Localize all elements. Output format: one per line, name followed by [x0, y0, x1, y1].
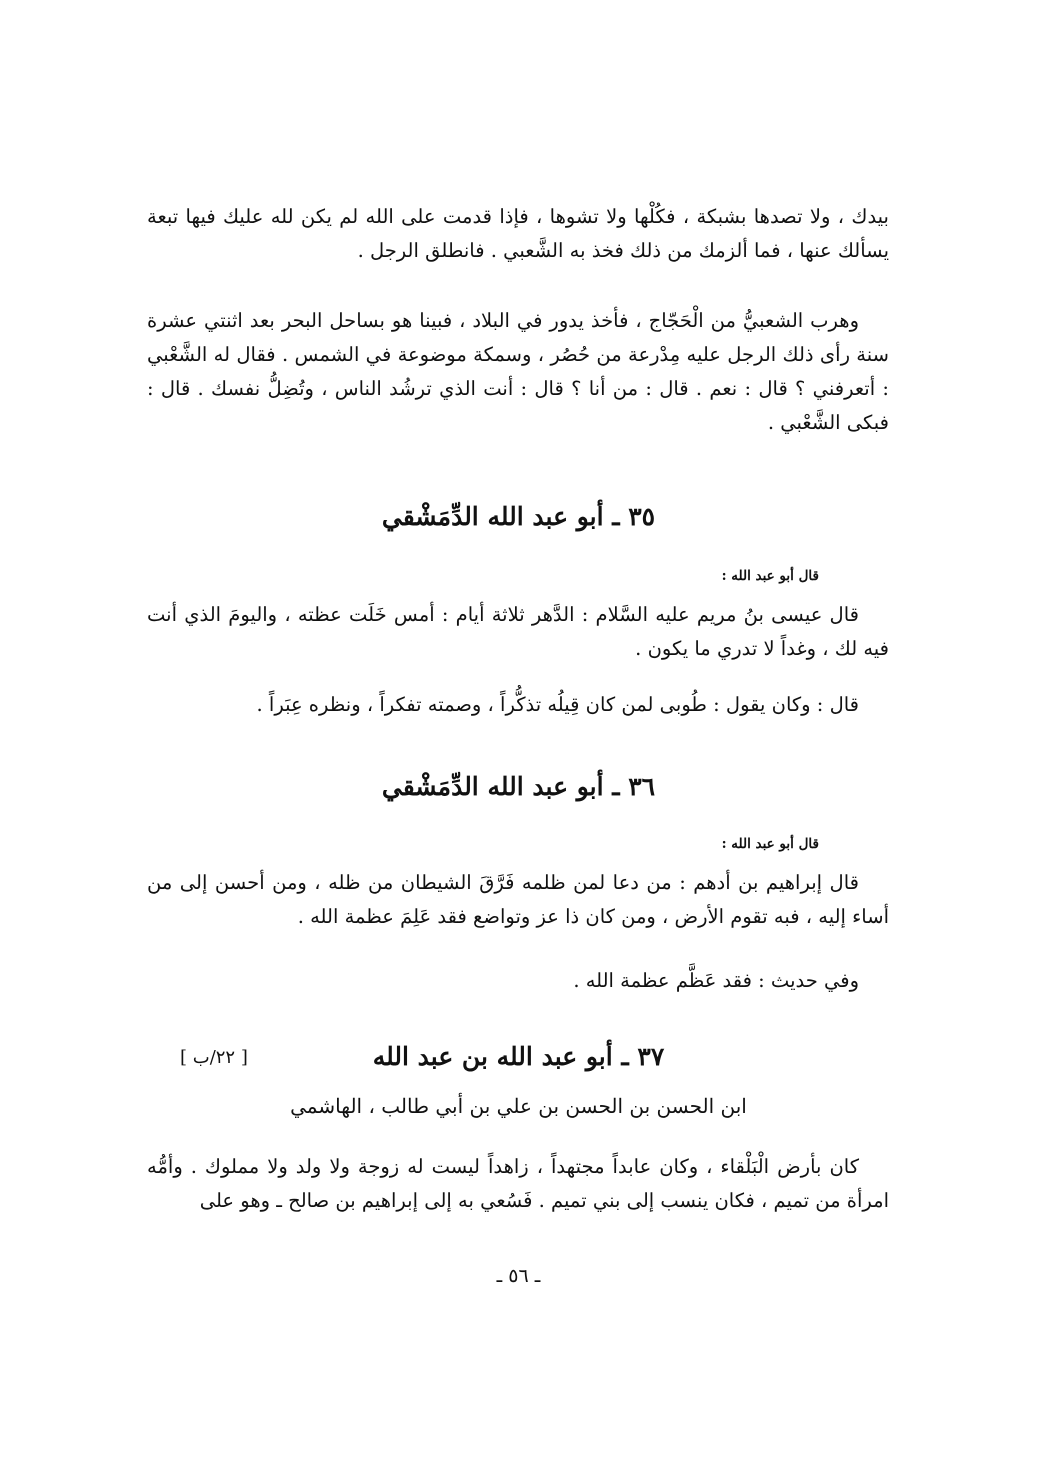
section-heading-35: ٣٥ ـ أبو عبد الله الدِّمَشْقي — [381, 502, 656, 531]
section-heading-37: ٣٧ ـ أبو عبد الله بن عبد الله — [372, 1042, 665, 1071]
paragraph-balqa: كان بأرض الْبَلْقاء ، وكان عابداً مجتهداً ، زاهداً ليست له زوجة ولا ولد ولا مملوك . وأمُّه امرأة من تميم ، فكان ينسب إلى بني تميم . فَسُعي به إلى إبراهيم بن صالح ـ وهو على — [147, 1155, 889, 1212]
attribution-35: قال أبو عبد الله : — [721, 568, 819, 584]
attribution-36: قال أبو عبد الله : — [721, 836, 819, 852]
paragraph-isa-saying: قال عيسى بنُ مريم عليه السَّلام : الدَّهر ثلاثة أيام : أمس خَلَت عظته ، واليومَ الذي أنت فيه لك ، وغداً لا تدري ما يكون . — [147, 603, 889, 660]
paragraph-tuba-saying: قال : وكان يقول : طُوبى لمن كان قِيلُه تذكُّراً ، وصمته تفكراً ، ونظره عِبَراً . — [256, 693, 859, 716]
manuscript-folio-reference: [ ٢٢/ب ] — [180, 1047, 248, 1068]
paragraph-shabi-story: وهرب الشعبيُّ من الْحَجّاج ، فأخذ يدور في البلاد ، فبينا هو بساحل البحر بعد اثنتي عشرة سنة رأى ذلك الرجل عليه مِدْرعة من حُصُر ، وسمكة موضوعة في الشمس . فقال له الشَّعْبي : أتعرفني ؟ قال : نعم . قال : من أنا ؟ قال : أنت الذي ترشُد الناس ، وتُضِلُّ نفسك . قال : فبكى الشَّعْبي . — [147, 309, 889, 434]
section-subtitle-37: ابن الحسن بن الحسن بن علي بن أبي طالب ، الهاشمي — [290, 1094, 747, 1118]
page-number: ـ ٥٦ ـ — [496, 1265, 541, 1287]
paragraph-ibrahim-adham: قال إبراهيم بن أدهم : من دعا لمن ظلمه فَرَّقَ الشيطان من ظله ، ومن أحسن إلى من أساء إليه ، فبه تقوم الأرض ، ومن كان ذا عز وتواضع فقد عَلِمَ عظمة الله . — [147, 871, 889, 928]
paragraph-hadith-note: وفي حديث : فقد عَظَّم عظمة الله . — [573, 969, 859, 992]
paragraph-continuation: بيدك ، ولا تصدها بشبكة ، فكُلْها ولا تشوها ، فإذا قدمت على الله لم يكن لله عليك فيها تبعة يسألك عنها ، فما ألزمك من ذلك فخذ به الشَّعبي . فانطلق الرجل . — [147, 205, 889, 262]
section-heading-36: ٣٦ ـ أبو عبد الله الدِّمَشْقي — [381, 772, 656, 801]
